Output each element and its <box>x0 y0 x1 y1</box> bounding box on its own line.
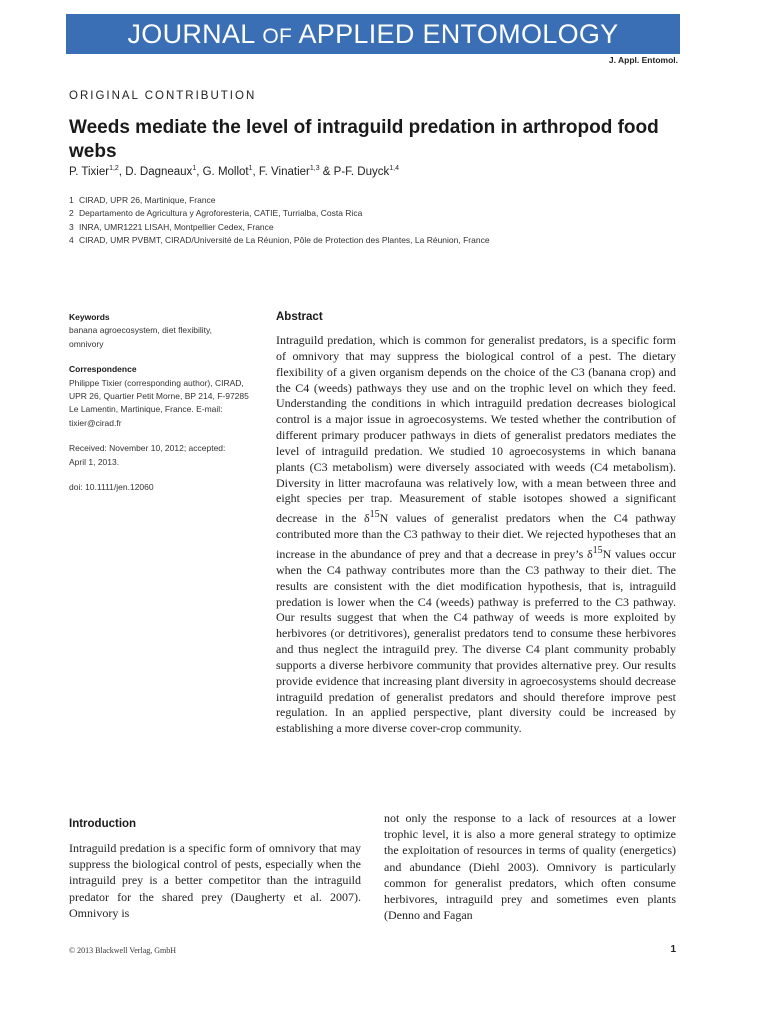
correspondence-line: Le Lamentin, Martinique, France. E-mail: <box>69 404 223 415</box>
doi-block <box>69 481 269 494</box>
introduction-text-right: not only the response to a lack of resources at a lower trophic level, it is also a more general strategy to optimize the exploitation of resources in terms of quality (energetics) and abundance (Diehl 2003). Omnivory is particularly common for generalist predators, which often consume herbivores, intraguild prey and sometimes even plants (Denno and Fagan <box>384 811 676 923</box>
doi-link[interactable]: doi: 10.1111/jen.12060 <box>69 482 154 493</box>
abstract-heading: Abstract <box>276 311 323 323</box>
author-separator: , <box>196 166 203 178</box>
keywords-heading: Keywords <box>69 312 110 322</box>
introduction-heading: Introduction <box>69 818 137 830</box>
article-title: Weeds mediate the level of intraguild predation in arthropod food webs <box>69 117 659 162</box>
author-affil-sup: 1 <box>192 165 197 173</box>
affiliation-item: 4 CIRAD, UMR PVBMT, CIRAD/Université de La Réunion, Pôle de Protection des Plantes, La Réunion, France <box>69 235 490 246</box>
author-name: F. Vinatier <box>258 166 310 178</box>
received-block <box>69 442 269 469</box>
author-separator: , <box>118 166 126 178</box>
author-separator: & <box>319 166 334 178</box>
author-name: P-F. Duyck <box>333 166 390 178</box>
affiliation-item: 3 INRA, UMR1221 LISAH, Montpellier Cedex, France <box>69 221 274 232</box>
body-column-right <box>384 810 676 923</box>
journal-title-part3: APPLIED ENTOMOLOGY <box>298 18 619 49</box>
received-line: Received: November 10, 2012; accepted: <box>69 443 226 454</box>
correspondence-line: Philippe Tixier (corresponding author), CIRAD, <box>69 377 244 388</box>
author-affil-sup: 1 <box>248 165 253 173</box>
abstract-body: Intraguild predation, which is common for generalist predators, is a specific form of omnivory that may suppress the biological control of a pest. The dietary flexibility of a given organism depends on the choice of the C3 (banana crop) and the C4 (weeds) pathways they use and on the trophic level on which they feed. Understanding the conditions in which intraguild predation decreases biological control is a major issue in agroecosystems. We tested whether the contribution of different primary producer pathways in diets of generalist predators mediates the level of intraguild predation. We studied 10 agroecosystems in which banana plants (C3 metabolism) were diversely associated with weeds (C4 metabolism). Diversity in litter macrofauna was relatively low, with a mean between three and eight species per trap. Measurement of stable isotopes showed a significant decrease in the $\delta^{15}N$ values of generalist predators when the C4 pathway contributed more than the C3 pathway to their diet. We rejected hypotheses that an increase in the abundance of prey and that a decrease in prey’s $\delta^{15}N$ values occur when the C4 pathway contributes more than the C3 pathway to their diet. The results are consistent with the diet modification hypothesis, that is, intraguild predation is lower when the C4 (weeds) pathway is preferred to the C3 pathway. Our results suggest that when the C4 pathway of weeds is more exploited by herbivores (or detritivores), generalist predators tend to consume these herbivores and thus neglect the intraguild prey. The diverse C4 plant community probably supports a diverse herbivore community that provides alternative prey. Our results provide evidence that increasing plant diversity in agroecosystems should decrease intraguild predation of generalist predators and should therefore improve pest regulation. In an applied perspective, plant diversity could be increased by establishing a more diverse cover-crop community. <box>276 333 677 736</box>
author-affil-sup: 1,2 <box>109 165 119 173</box>
journal-short-title: J. Appl. Entomol. <box>608 55 678 65</box>
introduction-text-left: Intraguild predation is a specific form of omnivory that may suppress the biological control of pests, especially when the intraguild prey is a better competitor than the intraguild predator for the shared prey (Daugherty et al. 2007). Omnivory is <box>69 841 361 920</box>
affiliation-item: 1 CIRAD, UPR 26, Martinique, France <box>69 195 216 205</box>
page-number: 1 <box>670 944 676 955</box>
correspondence-block <box>69 363 269 430</box>
affiliation-item: 2 Departamento de Agricultura y Agroforesteria, CATIE, Turrialba, Costa Rica <box>69 208 363 219</box>
author-separator: , <box>252 166 259 178</box>
article-sidebar <box>69 311 269 506</box>
footer-copyright: © 2013 Blackwell Verlag, GmbH <box>69 946 177 955</box>
author-affil-sup: 1,4 <box>389 165 399 173</box>
author-name: P. Tixier <box>69 166 110 178</box>
correspondence-line: UPR 26, Quartier Petit Morne, BP 214, F-97285 <box>69 391 249 402</box>
received-line: April 1, 2013. <box>69 456 120 467</box>
author-name: D. Dagneaux <box>125 166 193 178</box>
keywords-line: banana agroecosystem, diet flexibility, <box>69 325 213 336</box>
author-list <box>69 166 689 178</box>
affiliation-list <box>69 194 689 248</box>
journal-title <box>127 19 618 50</box>
journal-title-part2: OF <box>262 24 293 48</box>
keywords-block <box>69 311 269 351</box>
author-affil-sup: 1,3 <box>309 165 320 173</box>
keywords-line: omnivory <box>69 338 104 349</box>
author-name: G. Mollot <box>202 166 249 178</box>
section-label: ORIGINAL CONTRIBUTION <box>69 90 257 102</box>
journal-banner <box>66 14 680 54</box>
correspondence-email[interactable]: tixier@cirad.fr <box>69 417 122 428</box>
body-column-left <box>69 818 361 921</box>
journal-title-part1: JOURNAL <box>127 18 255 49</box>
correspondence-heading: Correspondence <box>69 364 137 375</box>
